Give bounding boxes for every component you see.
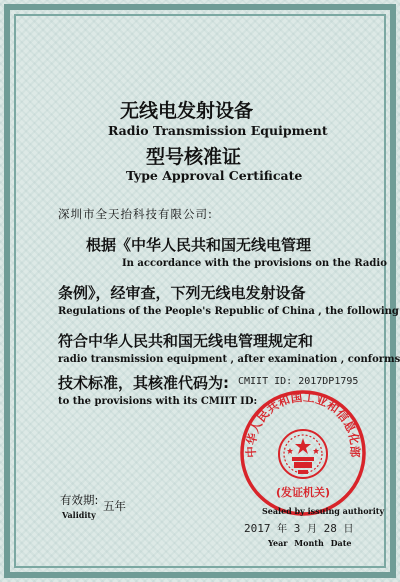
body-en-2: Regulations of the People's Republic of China , the following [58, 306, 399, 317]
body-zh-4: 技术标准，其核准代码为: [58, 374, 229, 392]
date-year: 2017 [244, 522, 271, 535]
body-en-4: to the provisions with its CMIIT ID: [58, 396, 258, 407]
body-zh-3: 符合中华人民共和国无线电管理规定和 [58, 332, 314, 350]
title-zh-1: 无线电发射设备 [120, 100, 254, 122]
official-seal [238, 388, 368, 518]
title-en-2: Type Approval Certificate [126, 168, 303, 183]
date-en-labels: Year Month Date [268, 538, 352, 548]
body-en-3: radio transmission equipment , after examination , conforms [58, 354, 400, 365]
body-en-1: In accordance with the provisions on the Radio [122, 258, 387, 269]
date-row [244, 520, 354, 535]
date-month: 3 [293, 522, 301, 535]
seal-ring-text: 中华人民共和国工业和信息化部 [243, 390, 363, 459]
validity-label-en: Validity [62, 510, 96, 520]
date-day-label: 日 [343, 524, 354, 535]
date-year-label: 年 [277, 524, 288, 535]
company-name: 深圳市全天抬科技有限公司: [58, 207, 213, 221]
validity-value: 五年 [103, 499, 126, 513]
national-emblem-icon [279, 430, 327, 478]
title-en-1: Radio Transmission Equipment [108, 123, 328, 138]
body-zh-1: 根据《中华人民共和国无线电管理 [86, 236, 312, 254]
sealed-by: Sealed by issuing authority [262, 506, 385, 516]
title-zh-2: 型号核准证 [146, 146, 242, 168]
date-month-label: 月 [307, 524, 317, 535]
cmiit-id: CMIIT ID: 2017DP1795 [238, 376, 359, 387]
body-zh-2: 条例》，经审查，下列无线电发射设备 [58, 284, 306, 302]
seal-center-text: (发证机关) [275, 486, 331, 499]
date-day: 28 [323, 522, 337, 535]
validity-label-zh: 有效期: [60, 493, 99, 507]
